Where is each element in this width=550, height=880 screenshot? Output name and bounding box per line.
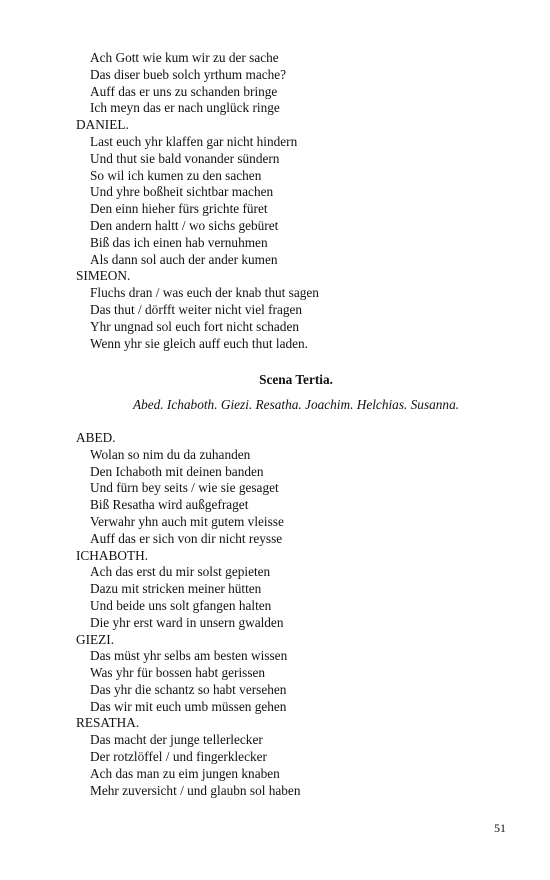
verse-line: Auff das er sich von dir nicht reysse: [90, 530, 283, 546]
verse-line: Ich meyn das er nach unglück ringe: [90, 100, 280, 116]
cast-list: Abed. Ichaboth. Giezi. Resatha. Joachim. Helchias. Susanna.: [132, 397, 460, 413]
verse-line: Auff das er uns zu schanden bringe: [90, 83, 278, 99]
verse-line: Dazu mit stricken meiner hütten: [90, 581, 262, 597]
verse-line: Last euch yhr klaffen gar nicht hindern: [90, 133, 298, 149]
verse-line: Als dann sol auch der ander kumen: [90, 251, 278, 267]
verse-line: Und fürn bey seits / wie sie gesaget: [90, 480, 279, 496]
play-text: [76, 50, 516, 799]
speaker-ichaboth: ICHABOTH.: [76, 547, 149, 563]
verse-line: Der rotzlöffel / und fingerklecker: [90, 749, 267, 765]
verse-line: Das yhr die schantz so habt versehen: [90, 681, 287, 697]
speaker-resatha: RESATHA.: [76, 715, 140, 731]
verse-line: Verwahr yhn auch mit gutem vleisse: [90, 513, 284, 529]
scene-title: Scena Tertia.: [259, 372, 333, 388]
verse-line: Das wir mit euch umb müssen gehen: [90, 698, 287, 714]
verse-line: Den Ichaboth mit deinen banden: [90, 463, 264, 479]
verse-line: Das thut / dörfft weiter nicht viel fragen: [90, 301, 303, 317]
verse-line: Und beide uns solt gfangen halten: [90, 597, 272, 613]
verse-line: Fluchs dran / was euch der knab thut sagen: [90, 285, 319, 301]
verse-line: Ach das erst du mir solst gepieten: [90, 564, 271, 580]
verse-line: Ach das man zu eim jungen knaben: [90, 765, 280, 781]
verse-line: Was yhr für bossen habt gerissen: [90, 665, 266, 681]
verse-line: Wolan so nim du da zuhanden: [90, 446, 251, 462]
page-number: 51: [494, 821, 506, 835]
verse-line: Biß Resatha wird außgefraget: [90, 497, 249, 513]
verse-line: Yhr ungnad sol euch fort nicht schaden: [90, 318, 299, 334]
speaker-giezi: GIEZI.: [76, 631, 115, 647]
speaker-simeon: SIMEON.: [76, 268, 131, 284]
verse-line: Und yhre boßheit sichtbar machen: [90, 184, 274, 200]
verse-line: Das macht der junge tellerlecker: [90, 732, 263, 748]
speaker-daniel: DANIEL.: [76, 117, 129, 133]
verse-line: Mehr zuversicht / und glaubn sol haben: [90, 782, 301, 798]
verse-line: Den andern haltt / wo sichs gebüret: [90, 217, 279, 233]
verse-line: Biß das ich einen hab vernuhmen: [90, 234, 268, 250]
verse-line: So wil ich kumen zu den sachen: [90, 167, 262, 183]
verse-line: Den einn hieher fürs grichte füret: [90, 201, 268, 217]
verse-line: Wenn yhr sie gleich auff euch thut laden.: [90, 335, 309, 351]
verse-line: Das müst yhr selbs am besten wissen: [90, 648, 288, 664]
speaker-abed: ABED.: [76, 429, 116, 445]
verse-line: Das diser bueb solch yrthum mache?: [90, 66, 287, 82]
verse-line: Und thut sie bald vonander sündern: [90, 150, 280, 166]
verse-line: Ach Gott wie kum wir zu der sache: [90, 50, 279, 65]
verse-line: Die yhr erst ward in unsern gwalden: [90, 614, 284, 630]
